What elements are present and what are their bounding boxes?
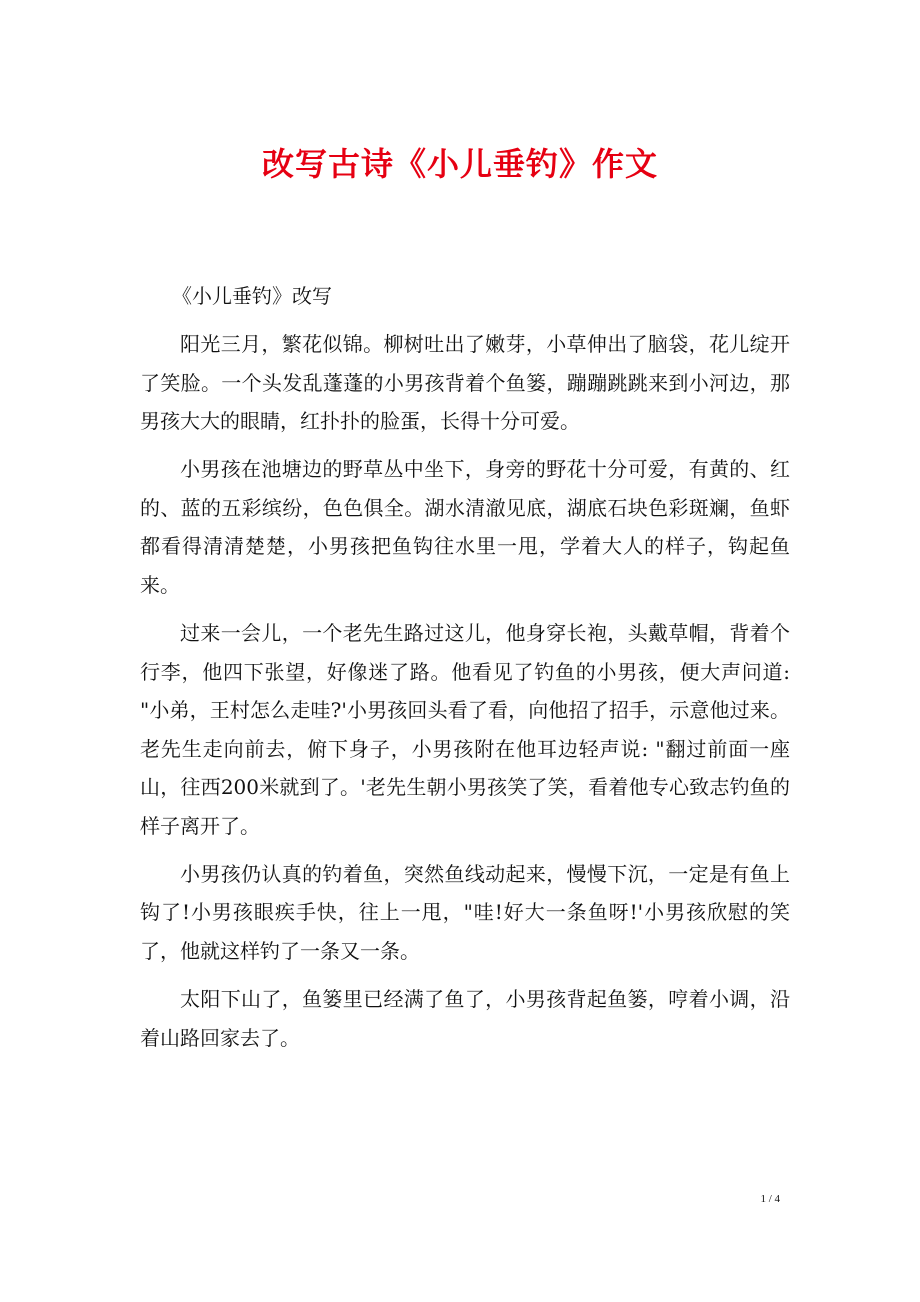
paragraph-3: 过来一会儿，一个老先生路过这儿，他身穿长袍，头戴草帽，背着个行李，他四下张望，好像迷了路。他看见了钓鱼的小男孩，便大声问道: "小弟，王村怎么走哇?'小男孩回头看了看，向他招了招手，示意他过来。老先生走向前去，俯下身子，小男孩附在他耳边轻声说: "翻过前面一座山，往西200米就到了。'老先生朝小男孩笑了笑，看着他专心致志钓鱼的样子离开了。	[140, 620, 790, 838]
paragraph-1: 阳光三月，繁花似锦。柳树吐出了嫩芽，小草伸出了脑袋，花儿绽开了笑脸。一个头发乱蓬蓬的小男孩背着个鱼篓，蹦蹦跳跳来到小河边，那男孩大大的眼睛，红扑扑的脸蛋，长得十分可爱。	[140, 331, 790, 434]
paragraph-4: 小男孩仍认真的钓着鱼，突然鱼线动起来，慢慢下沉，一定是有鱼上钩了!小男孩眼疾手快，往上一甩，"哇!好大一条鱼呀!'小男孩欣慰的笑了，他就这样钓了一条又一条。	[140, 861, 790, 964]
document-body	[140, 277, 790, 1067]
page-number: 1 / 4	[760, 1193, 780, 1205]
document-title: 改写古诗《小儿垂钓》作文	[261, 145, 658, 183]
paragraph-2: 小男孩在池塘边的野草丛中坐下，身旁的野花十分可爱，有黄的、红的、蓝的五彩缤纷，色色俱全。湖水清澈见底，湖底石块色彩斑斓，鱼虾都看得清清楚楚，小男孩把鱼钩往水里一甩，学着大人的样子，钩起鱼来。	[140, 457, 790, 597]
section-subtitle: 《小儿垂钓》改写	[172, 284, 332, 308]
paragraph-5: 太阳下山了，鱼篓里已经满了鱼了，小男孩背起鱼篓，哼着小调，沿着山路回家去了。	[140, 987, 790, 1050]
